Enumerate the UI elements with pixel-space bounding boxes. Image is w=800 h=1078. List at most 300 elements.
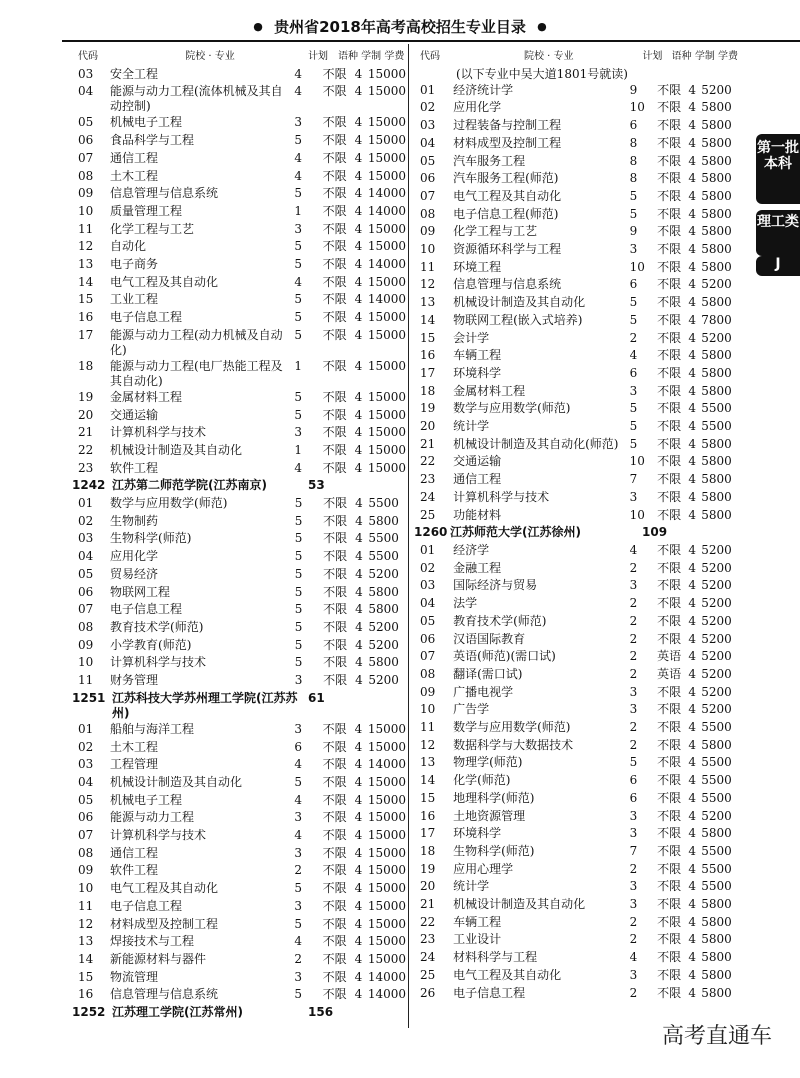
major-row <box>420 754 738 772</box>
entry-language: 不限 <box>657 224 682 239</box>
entry-name: 软件工程 <box>110 460 159 475</box>
entry-years: 4 <box>354 987 363 1002</box>
entry-code: 14 <box>78 951 94 966</box>
entry-language: 不限 <box>322 987 347 1002</box>
entry-code: 05 <box>420 153 436 168</box>
entry-code: 07 <box>420 188 436 203</box>
entry-years: 4 <box>688 365 697 380</box>
entry-code: 02 <box>78 739 94 754</box>
column-header <box>420 48 738 66</box>
entry-fee: 5800 <box>701 914 732 929</box>
entry-name: 江苏科技大学苏州理工学院(江苏苏州) <box>112 690 298 720</box>
major-row <box>78 619 406 637</box>
entry-fee: 14000 <box>367 292 407 307</box>
entry-fee: 5800 <box>701 897 732 912</box>
entry-fee: 5200 <box>701 330 732 345</box>
entry-name: 资源循环科学与工程 <box>453 242 562 257</box>
entry-language: 不限 <box>657 684 682 699</box>
entry-name: 应用化学 <box>453 100 502 115</box>
entry-years: 4 <box>355 496 363 511</box>
entry-plan: 5 <box>294 186 303 201</box>
school-row <box>72 477 406 495</box>
entry-fee: 15000 <box>367 721 407 736</box>
major-row <box>78 845 406 863</box>
entry-name: 土木工程 <box>110 739 159 754</box>
entry-years: 4 <box>688 100 697 115</box>
entry-plan: 5 <box>294 987 303 1002</box>
entry-name: 小学教育(师范) <box>110 637 192 652</box>
entry-language: 不限 <box>322 239 347 254</box>
entry-language: 不限 <box>657 348 682 363</box>
entry-fee: 15000 <box>367 739 407 754</box>
entry-name: 食品科学与工程 <box>110 133 195 148</box>
entry-code: 24 <box>420 489 436 504</box>
entry-fee: 5200 <box>701 578 732 593</box>
entry-plan: 5 <box>294 916 303 931</box>
major-row <box>78 809 406 827</box>
entry-plan: 3 <box>294 810 303 825</box>
entry-language: 不限 <box>657 153 682 168</box>
entry-years: 4 <box>355 566 363 581</box>
entry-plan: 4 <box>294 168 303 183</box>
entry-years: 4 <box>355 531 363 546</box>
entry-code: 20 <box>420 879 436 894</box>
entry-plan: 1 <box>294 358 303 373</box>
major-row <box>420 507 738 525</box>
entry-plan: 6 <box>629 118 638 133</box>
entry-language: 不限 <box>657 82 682 97</box>
entry-name: 教育技术学(师范) <box>110 619 204 634</box>
entry-code: 09 <box>420 684 436 699</box>
major-row <box>78 256 406 274</box>
entry-language: 不限 <box>322 292 347 307</box>
entry-plan: 2 <box>629 737 638 752</box>
entry-years: 4 <box>354 792 363 807</box>
entry-name: 英语(师范)(需口试) <box>453 649 556 664</box>
major-row <box>78 880 406 898</box>
major-row <box>78 185 406 203</box>
entry-language: 不限 <box>657 330 682 345</box>
entry-code: 05 <box>420 613 436 628</box>
entry-plan: 5 <box>629 401 638 416</box>
entry-language: 不限 <box>657 472 682 487</box>
entry-fee: 5200 <box>701 666 732 681</box>
major-row <box>420 170 738 188</box>
entry-code: 20 <box>420 419 436 434</box>
entry-code: 20 <box>78 407 94 422</box>
entry-years: 4 <box>688 613 697 628</box>
entry-code: 13 <box>78 934 94 949</box>
entry-language: 不限 <box>323 673 348 688</box>
entry-name: 数学与应用数学(师范) <box>453 720 571 735</box>
entry-code: 05 <box>78 115 94 130</box>
entry-plan: 4 <box>294 792 303 807</box>
entry-fee: 15000 <box>367 274 407 289</box>
entry-code: 22 <box>78 442 94 457</box>
entry-language: 不限 <box>323 619 348 634</box>
entry-plan: 10 <box>629 454 645 469</box>
entry-fee: 5500 <box>368 531 399 546</box>
entry-language: 不限 <box>322 66 347 81</box>
major-row <box>420 861 738 879</box>
entry-code: 01 <box>78 496 94 511</box>
entry-plan: 3 <box>294 115 303 130</box>
major-row <box>420 560 738 578</box>
entry-years: 4 <box>688 472 697 487</box>
entry-plan: 4 <box>294 66 303 81</box>
entry-plan: 3 <box>294 425 303 440</box>
entry-fee: 5500 <box>701 720 732 735</box>
entry-years: 4 <box>354 757 363 772</box>
major-row <box>420 772 738 790</box>
entry-language: 不限 <box>322 168 347 183</box>
major-row <box>420 135 738 153</box>
entry-language: 不限 <box>322 739 347 754</box>
major-row <box>78 66 406 84</box>
major-row <box>420 542 738 560</box>
entry-name: 计算机科学与技术 <box>110 828 207 843</box>
entry-language: 不限 <box>657 897 682 912</box>
entry-code: 04 <box>420 135 436 150</box>
entry-name: 应用心理学 <box>453 861 514 876</box>
entry-fee: 5800 <box>701 472 732 487</box>
entry-language: 不限 <box>657 188 682 203</box>
entry-code: 08 <box>78 845 94 860</box>
entry-code: 01 <box>420 82 436 97</box>
entry-code: 16 <box>78 987 94 1002</box>
entry-fee: 15000 <box>367 934 407 949</box>
entry-name: 电气工程及其自动化 <box>110 274 219 289</box>
entry-years: 4 <box>688 153 697 168</box>
entry-code: 12 <box>78 916 94 931</box>
major-row <box>78 132 406 150</box>
entry-language: 不限 <box>657 383 682 398</box>
entry-name: 土地资源管理 <box>453 808 526 823</box>
entry-plan: 5 <box>294 496 303 511</box>
entry-name: 机械设计制造及其自动化 <box>110 442 243 457</box>
major-row <box>420 82 738 100</box>
entry-name: 统计学 <box>453 419 490 434</box>
entry-years: 4 <box>354 442 363 457</box>
entry-plan: 9 <box>629 82 638 97</box>
entry-code: 11 <box>78 898 94 913</box>
major-row <box>78 951 406 969</box>
major-row <box>420 259 738 277</box>
entry-fee: 5800 <box>701 365 732 380</box>
entry-plan: 3 <box>294 221 303 236</box>
entry-fee: 5200 <box>701 560 732 575</box>
entry-language: 不限 <box>657 596 682 611</box>
major-row <box>420 631 738 649</box>
entry-name: 化学(师范) <box>453 773 511 788</box>
entry-name: 物理学(师范) <box>453 755 523 770</box>
entry-name: 广播电视学 <box>453 684 514 699</box>
major-row <box>78 460 406 478</box>
entry-fee: 15000 <box>367 828 407 843</box>
entry-fee: 5800 <box>701 153 732 168</box>
major-row <box>78 548 406 566</box>
entry-name: 环境工程 <box>453 259 502 274</box>
entry-years: 4 <box>354 115 363 130</box>
entry-code: 10 <box>420 242 436 257</box>
entry-code: 12 <box>420 737 436 752</box>
entry-name: 质量管理工程 <box>110 203 183 218</box>
entry-years: 4 <box>688 843 697 858</box>
entry-years: 4 <box>688 401 697 416</box>
entry-language: 不限 <box>657 737 682 752</box>
major-row <box>78 584 406 602</box>
entry-plan: 5 <box>629 188 638 203</box>
entry-language: 不限 <box>657 295 682 310</box>
entry-name: 新能源材料与器件 <box>110 951 207 966</box>
entry-plan: 4 <box>629 542 638 557</box>
entry-name: 通信工程 <box>453 472 502 487</box>
entry-language: 不限 <box>657 401 682 416</box>
entry-plan: 6 <box>629 277 638 292</box>
entry-plan: 4 <box>294 934 303 949</box>
entry-plan: 5 <box>294 513 303 528</box>
entry-plan: 1 <box>294 203 303 218</box>
entry-fee: 5800 <box>701 348 732 363</box>
entry-name: 车辆工程 <box>453 348 502 363</box>
entry-years: 4 <box>688 985 697 1000</box>
entry-name: 通信工程 <box>110 845 159 860</box>
entry-language: 不限 <box>322 845 347 860</box>
entry-name: 数学与应用数学(师范) <box>453 401 571 416</box>
entry-fee: 5800 <box>701 188 732 203</box>
entry-plan: 5 <box>629 206 638 221</box>
entry-language: 不限 <box>657 419 682 434</box>
entry-code: 06 <box>420 171 436 186</box>
entry-fee: 5800 <box>701 826 732 841</box>
entry-name: 工业设计 <box>453 932 502 947</box>
major-row <box>78 721 406 739</box>
entry-code: 19 <box>78 389 94 404</box>
header-lang-yrs-fee: 语种 学制 学费 <box>338 51 405 62</box>
major-row <box>78 969 406 987</box>
page-title: 贵州省2018年高考高校招生专业目录 <box>274 18 526 36</box>
entry-code: 1252 <box>72 1005 106 1020</box>
entry-name: 数学与应用数学(师范) <box>110 496 228 511</box>
entry-plan: 5 <box>294 584 303 599</box>
major-row <box>420 453 738 471</box>
major-row <box>420 400 738 418</box>
entry-language: 不限 <box>323 549 348 564</box>
entry-fee: 5200 <box>701 277 732 292</box>
entry-plan: 8 <box>629 135 638 150</box>
entry-plan: 9 <box>629 224 638 239</box>
entry-language: 不限 <box>322 115 347 130</box>
entry-plan: 5 <box>629 436 638 451</box>
entry-plan: 7 <box>629 843 638 858</box>
major-row <box>78 672 406 690</box>
entry-fee: 14000 <box>367 257 407 272</box>
entry-name: 汽车服务工程 <box>453 153 526 168</box>
entry-years: 4 <box>688 242 697 257</box>
entry-fee: 15000 <box>367 239 407 254</box>
header-name: 院校 · 专业 <box>185 51 235 62</box>
entry-language: 不限 <box>657 613 682 628</box>
entry-code: 07 <box>78 602 94 617</box>
entry-name: 江苏第二师范学院(江苏南京) <box>112 478 267 493</box>
entry-code: 23 <box>420 472 436 487</box>
entry-plan: 10 <box>629 507 645 522</box>
entry-years: 4 <box>688 790 697 805</box>
entry-fee: 5800 <box>701 932 732 947</box>
major-row <box>78 654 406 672</box>
entry-fee: 5200 <box>701 596 732 611</box>
entry-name: 通信工程 <box>110 150 159 165</box>
major-row <box>420 365 738 383</box>
entry-code: 25 <box>420 967 436 982</box>
major-row <box>78 424 406 442</box>
entry-language: 不限 <box>657 861 682 876</box>
entry-code: 11 <box>78 221 94 236</box>
major-row <box>78 221 406 239</box>
entry-name: 船舶与海洋工程 <box>110 721 195 736</box>
major-row <box>78 114 406 132</box>
entry-code: 06 <box>78 584 94 599</box>
entry-language: 英语 <box>657 666 682 681</box>
entry-years: 4 <box>688 773 697 788</box>
entry-fee: 5800 <box>368 584 399 599</box>
entry-name: 能源与动力工程 <box>110 810 195 825</box>
entry-years: 4 <box>354 327 363 342</box>
entry-code: 12 <box>78 239 94 254</box>
entry-name: 计算机科学与技术 <box>453 489 550 504</box>
entry-language: 不限 <box>322 774 347 789</box>
entry-years: 4 <box>688 932 697 947</box>
entry-plan: 4 <box>294 828 303 843</box>
major-row <box>78 389 406 407</box>
entry-code: 16 <box>78 310 94 325</box>
major-row <box>78 827 406 845</box>
entry-fee: 5500 <box>368 496 399 511</box>
entry-name: 电子信息工程(师范) <box>453 206 559 221</box>
entry-fee: 5500 <box>701 419 732 434</box>
entry-code: 11 <box>420 720 436 735</box>
entry-fee: 15000 <box>367 774 407 789</box>
entry-years: 4 <box>354 916 363 931</box>
entry-fee: 5800 <box>701 171 732 186</box>
entry-years: 4 <box>688 206 697 221</box>
major-row <box>78 566 406 584</box>
entry-name: 机械设计制造及其自动化(师范) <box>453 436 619 451</box>
entry-code: 12 <box>420 277 436 292</box>
entry-fee: 5800 <box>701 967 732 982</box>
entry-years: 4 <box>355 549 363 564</box>
entry-plan: 3 <box>294 721 303 736</box>
entry-years: 4 <box>354 881 363 896</box>
entry-plan: 5 <box>294 310 303 325</box>
entry-fee: 15000 <box>367 863 407 878</box>
major-row <box>420 825 738 843</box>
entry-plan: 5 <box>294 407 303 422</box>
entry-language: 不限 <box>322 150 347 165</box>
entry-name: 金属材料工程 <box>110 389 183 404</box>
entry-language: 不限 <box>322 916 347 931</box>
entry-code: 15 <box>78 969 94 984</box>
entry-language: 不限 <box>322 757 347 772</box>
entry-code: 13 <box>78 257 94 272</box>
entry-plan: 4 <box>294 757 303 772</box>
entry-plan: 4 <box>294 84 303 99</box>
entry-plan: 2 <box>629 666 638 681</box>
entry-language: 不限 <box>322 274 347 289</box>
major-row <box>78 238 406 256</box>
entry-language: 不限 <box>323 602 348 617</box>
entry-name: 金融工程 <box>453 560 502 575</box>
major-row <box>78 862 406 880</box>
entry-name: 电气工程及其自动化 <box>110 881 219 896</box>
entry-language: 不限 <box>657 790 682 805</box>
entry-name: 财务管理 <box>110 673 159 688</box>
entry-name: 化学工程与工艺 <box>110 221 195 236</box>
entry-fee: 5800 <box>701 985 732 1000</box>
entry-language: 不限 <box>657 259 682 274</box>
entry-years: 4 <box>688 808 697 823</box>
major-row <box>78 327 406 358</box>
entry-plan: 5 <box>294 619 303 634</box>
major-row <box>420 436 738 454</box>
entry-name: 电子信息工程 <box>453 985 526 1000</box>
entry-language: 不限 <box>322 389 347 404</box>
major-row <box>420 648 738 666</box>
entry-language: 英语 <box>657 649 682 664</box>
entry-language: 不限 <box>657 489 682 504</box>
entry-name: 生物科学(师范) <box>110 531 192 546</box>
entry-years: 4 <box>688 118 697 133</box>
major-row <box>420 684 738 702</box>
entry-language: 不限 <box>657 312 682 327</box>
entry-language: 不限 <box>657 542 682 557</box>
major-row <box>420 595 738 613</box>
entry-years: 4 <box>688 277 697 292</box>
entry-years: 4 <box>688 897 697 912</box>
major-row <box>420 790 738 808</box>
watermark: 高考直通车 <box>661 1024 772 1049</box>
entry-language: 不限 <box>657 755 682 770</box>
entry-code: 07 <box>78 150 94 165</box>
entry-years: 4 <box>688 755 697 770</box>
major-row <box>78 986 406 1004</box>
entry-language: 不限 <box>322 792 347 807</box>
major-row <box>420 312 738 330</box>
entry-fee: 5800 <box>368 655 399 670</box>
entry-years: 4 <box>354 934 363 949</box>
entry-name: 信息管理与信息系统 <box>110 186 219 201</box>
entry-years: 4 <box>354 460 363 475</box>
entry-code: 02 <box>420 100 436 115</box>
entry-fee: 5200 <box>701 649 732 664</box>
entry-plan: 5 <box>294 327 303 342</box>
major-row <box>420 878 738 896</box>
entry-language: 不限 <box>657 826 682 841</box>
entry-years: 4 <box>354 168 363 183</box>
entry-years: 4 <box>688 330 697 345</box>
entry-plan: 3 <box>629 578 638 593</box>
entry-years: 4 <box>354 358 363 373</box>
entry-fee: 5500 <box>701 843 732 858</box>
entry-name: 国际经济与贸易 <box>453 578 538 593</box>
entry-fee: 5800 <box>701 950 732 965</box>
entry-language: 不限 <box>657 171 682 186</box>
entry-code: 1242 <box>72 478 106 493</box>
entry-name: 贸易经济 <box>110 566 159 581</box>
entry-language: 不限 <box>657 436 682 451</box>
entry-language: 不限 <box>657 631 682 646</box>
entry-name: 过程装备与控制工程 <box>453 118 562 133</box>
